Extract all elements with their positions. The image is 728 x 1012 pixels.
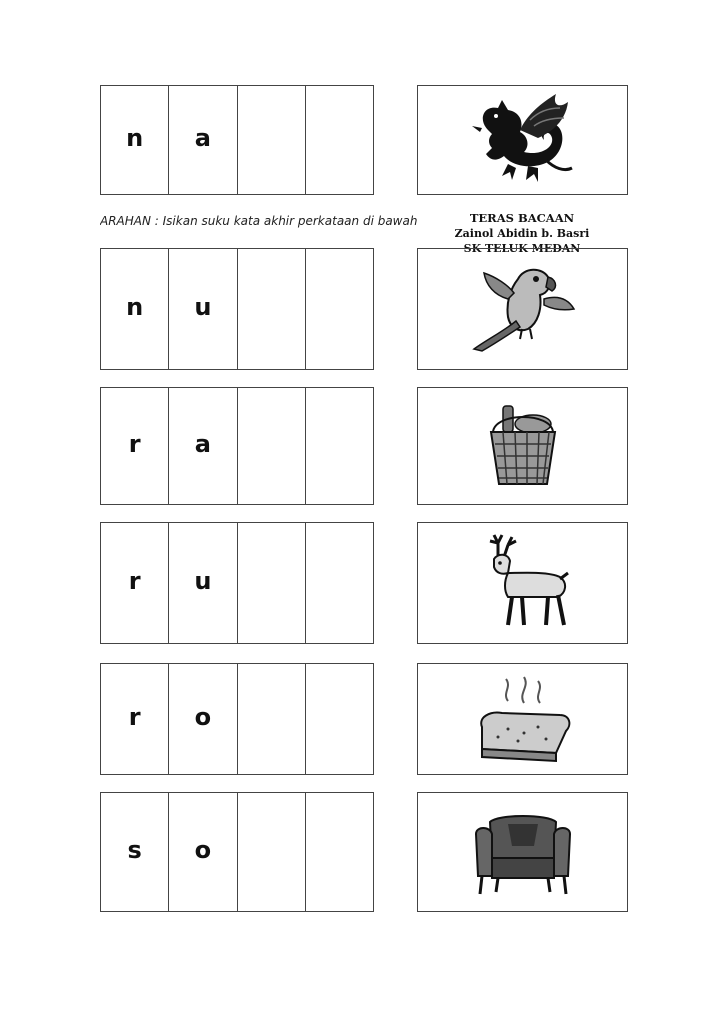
letter: n [126, 123, 144, 152]
letter: a [194, 123, 211, 152]
letter: s [127, 835, 142, 864]
answer-box[interactable] [306, 664, 373, 774]
answer-box[interactable] [306, 86, 373, 194]
toast-icon [468, 671, 578, 767]
letter-box [169, 664, 237, 774]
letter: o [194, 835, 212, 864]
letter-row-1 [100, 85, 374, 195]
answer-box[interactable] [306, 793, 373, 911]
letter-box [101, 86, 169, 194]
letter: a [194, 429, 211, 458]
letter: r [128, 702, 141, 731]
picture-box-1 [417, 85, 628, 195]
letter-row-2 [100, 248, 374, 370]
letter-row-6 [100, 792, 374, 912]
answer-box[interactable] [238, 664, 306, 774]
letter-box [101, 664, 169, 774]
picture-box-4 [417, 522, 628, 644]
letter-box [169, 523, 237, 643]
letter-box [101, 793, 169, 911]
letter: o [194, 702, 212, 731]
answer-box[interactable] [238, 249, 306, 369]
picture-box-6 [417, 792, 628, 912]
letter: u [194, 292, 212, 321]
instruction-text: ARAHAN : Isikan suku kata akhir perkataan di bawah [100, 214, 418, 228]
letter-box [169, 793, 237, 911]
picture-box-5 [417, 663, 628, 775]
letter-box [101, 249, 169, 369]
letter-box [101, 523, 169, 643]
letter-box [169, 86, 237, 194]
dragon-icon [468, 90, 578, 190]
parrot-icon [468, 259, 578, 359]
picture-box-2 [417, 248, 628, 370]
stamp-line-3: SK TELUK MEDAN [463, 242, 581, 255]
reindeer-icon [468, 533, 578, 633]
basket-icon [473, 398, 573, 494]
letter-box [101, 388, 169, 504]
picture-box-3 [417, 387, 628, 505]
letter: n [126, 292, 144, 321]
letter: r [128, 566, 141, 595]
answer-box[interactable] [238, 86, 306, 194]
answer-box[interactable] [306, 388, 373, 504]
letter-row-5 [100, 663, 374, 775]
letter: u [194, 566, 212, 595]
answer-box[interactable] [306, 523, 373, 643]
letter: r [128, 429, 141, 458]
letter-box [169, 249, 237, 369]
answer-box[interactable] [238, 793, 306, 911]
letter-row-3 [100, 387, 374, 505]
letter-row-4 [100, 522, 374, 644]
letter-box [169, 388, 237, 504]
stamp-line-1: TERAS BACAAN [469, 211, 575, 225]
armchair-icon [468, 802, 578, 902]
answer-box[interactable] [238, 388, 306, 504]
answer-box[interactable] [306, 249, 373, 369]
stamp-line-2: Zainol Abidin b. Basri [454, 227, 590, 240]
answer-box[interactable] [238, 523, 306, 643]
